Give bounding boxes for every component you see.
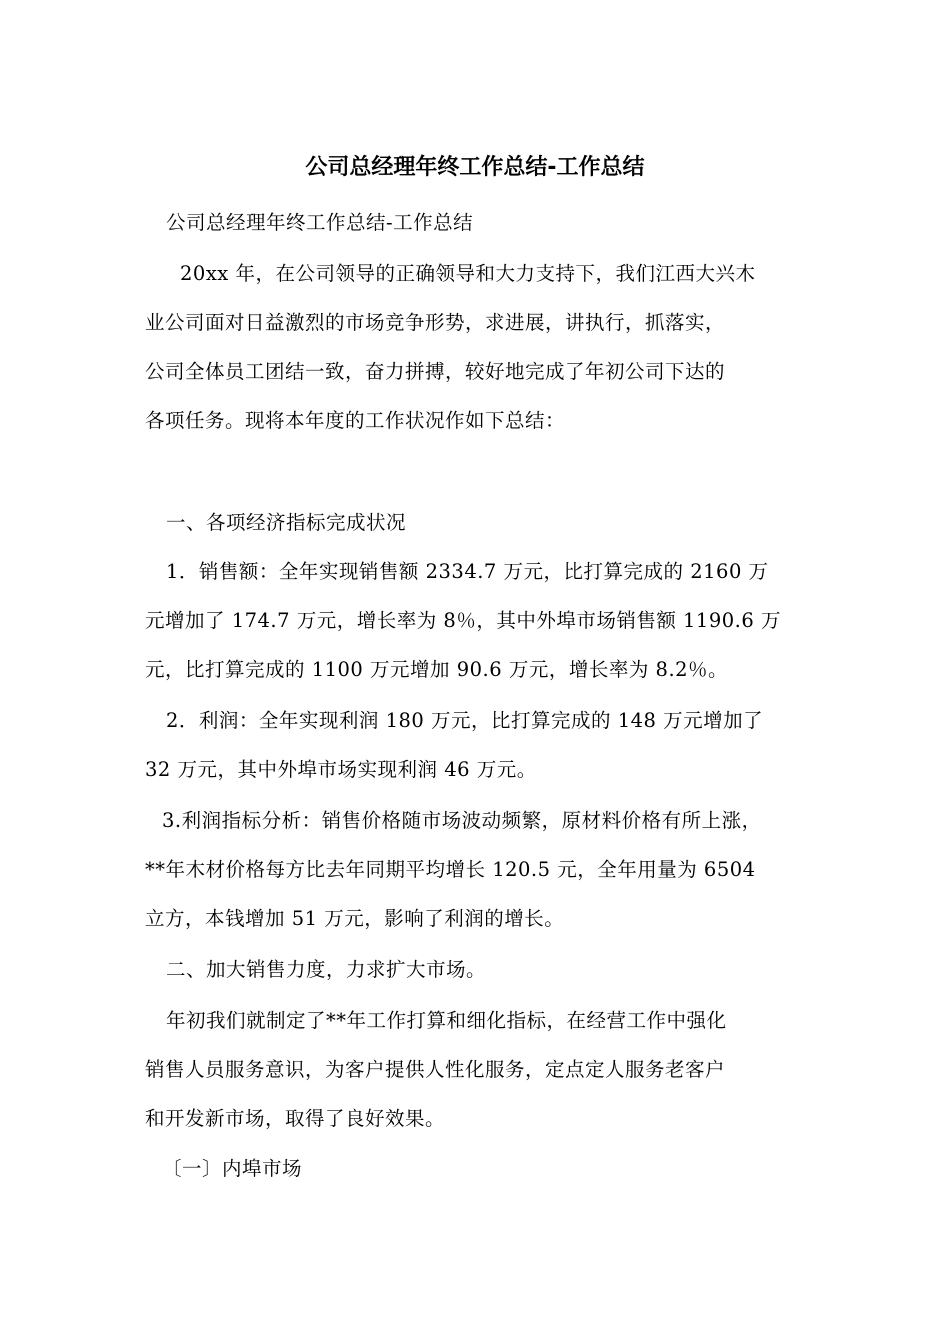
document-title: 公司总经理年终工作总结-工作总结 [305,155,645,180]
paragraph-line: 20xx 年，在公司领导的正确领导和大力支持下，我们江西大兴木 [180,262,756,285]
section-heading: 二、加大销售力度，力求扩大市场。 [166,958,487,981]
paragraph-line: 立方，本钱增加 51 万元，影响了利润的增长。 [145,907,565,930]
paragraph-line: 3.利润指标分析：销售价格随市场波动频繁，原材料价格有所上涨， [162,809,762,832]
paragraph-line: 1．销售额：全年实现销售额 2334.7 万元，比打算完成的 2160 万 [166,560,769,583]
paragraph-line: 元，比打算完成的 1100 万元增加 90.6 万元，增长率为 8.2％。 [145,658,729,681]
section-heading: 一、各项经济指标完成状况 [166,511,407,534]
paragraph-line: 2．利润：全年实现利润 180 万元，比打算完成的 148 万元增加了 [166,709,764,732]
paragraph-line: **年木材价格每方比去年同期平均增长 120.5 元，全年用量为 6504 [145,858,756,881]
subtitle-line: 公司总经理年终工作总结-工作总结 [166,211,474,234]
paragraph-line: 公司全体员工团结一致，奋力拼搏，较好地完成了年初公司下达的 [145,360,726,383]
paragraph-line: 年初我们就制定了**年工作打算和细化指标，在经营工作中强化 [166,1009,727,1032]
paragraph-line: 业公司面对日益激烈的市场竞争形势，求进展，讲执行，抓落实， [145,311,726,334]
paragraph-line: 元增加了 174.7 万元，增长率为 8％，其中外埠市场销售额 1190.6 万 [145,609,781,632]
paragraph-line: 32 万元，其中外埠市场实现利润 46 万元。 [145,758,537,781]
paragraph-line: 销售人员服务意识，为客户提供人性化服务，定点定人服务老客户 [145,1058,726,1081]
subsection-heading: 〔一〕内埠市场 [162,1157,303,1180]
paragraph-line: 各项任务。现将本年度的工作状况作如下总结： [145,409,566,432]
paragraph-line: 和开发新市场，取得了良好效果。 [145,1107,446,1130]
